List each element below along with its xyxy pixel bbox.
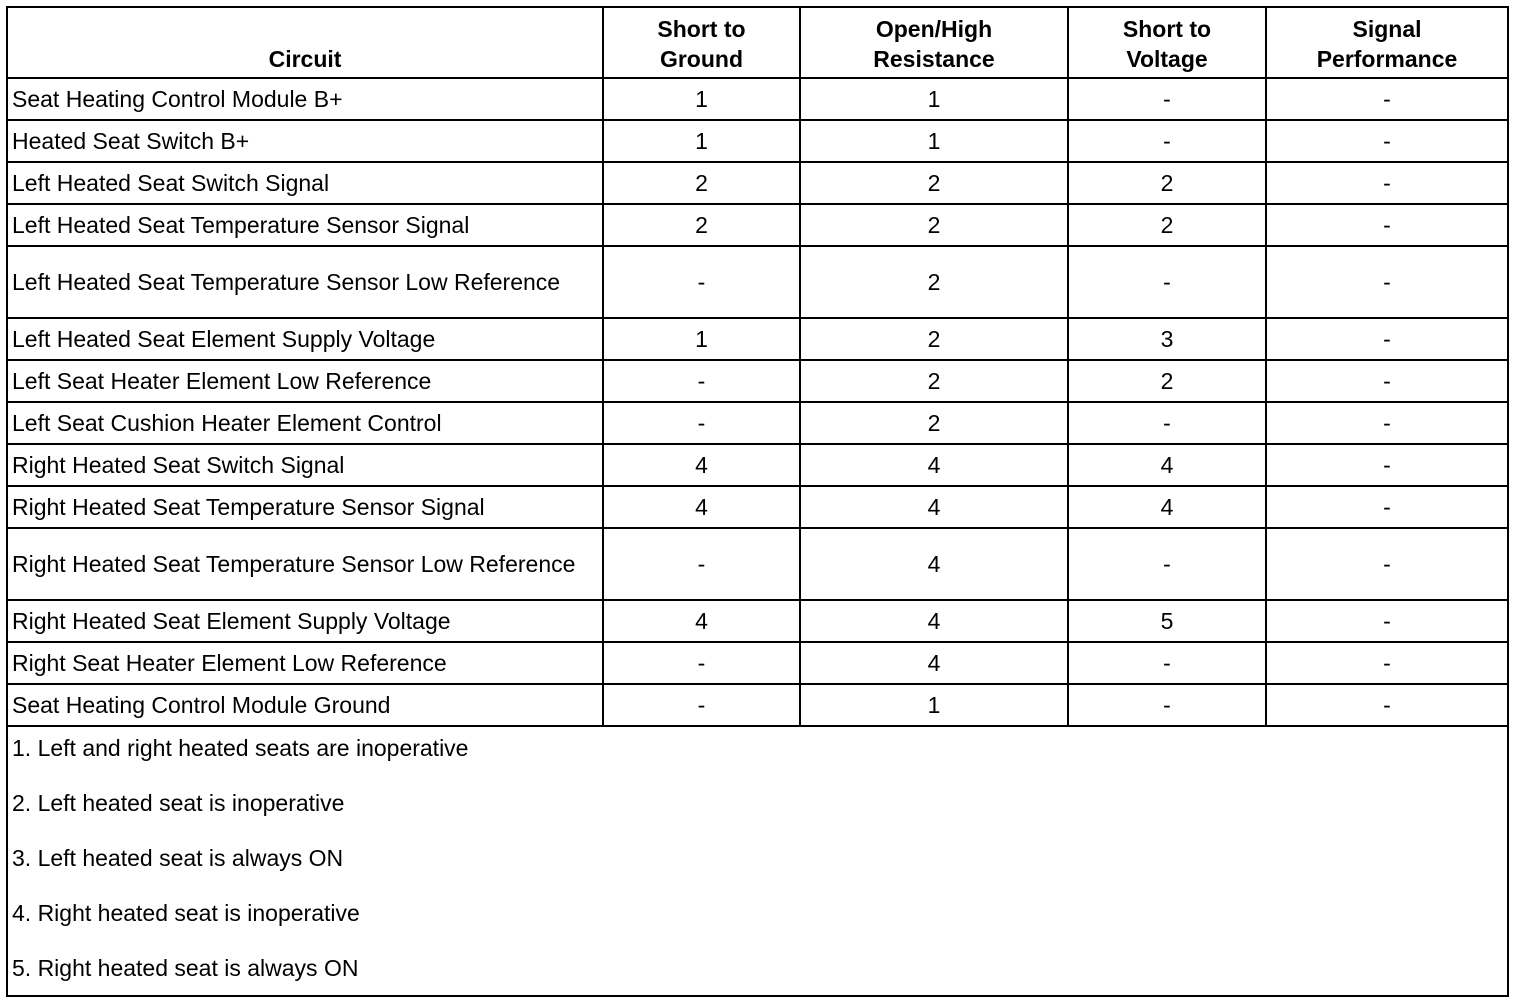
short-to-ground-cell: 2 bbox=[603, 204, 800, 246]
notes-row bbox=[8, 726, 1507, 1008]
short-to-ground-cell: 2 bbox=[603, 162, 800, 204]
short-to-voltage-cell: 2 bbox=[1068, 360, 1266, 402]
open-high-resistance-cell: 2 bbox=[800, 246, 1068, 318]
short-to-voltage-cell: - bbox=[1068, 684, 1266, 726]
circuit-name-cell: Heated Seat Switch B+ bbox=[8, 120, 603, 162]
circuit-name-cell: Seat Heating Control Module B+ bbox=[8, 78, 603, 120]
open-high-resistance-cell: 4 bbox=[800, 528, 1068, 600]
table-row bbox=[8, 600, 1507, 642]
short-to-voltage-cell: 4 bbox=[1068, 444, 1266, 486]
short-to-voltage-cell: 4 bbox=[1068, 486, 1266, 528]
open-high-resistance-cell: 2 bbox=[800, 360, 1068, 402]
short-to-ground-cell: 4 bbox=[603, 600, 800, 642]
short-to-voltage-cell: - bbox=[1068, 528, 1266, 600]
header-circuit-label: Circuit bbox=[268, 46, 342, 72]
short-to-ground-cell: 1 bbox=[603, 120, 800, 162]
circuit-name-cell: Left Heated Seat Temperature Sensor Signal bbox=[8, 204, 603, 246]
short-to-ground-cell: - bbox=[603, 402, 800, 444]
short-to-ground-cell: 4 bbox=[603, 486, 800, 528]
circuit-name-cell: Seat Heating Control Module Ground bbox=[8, 684, 603, 726]
open-high-resistance-cell: 4 bbox=[800, 600, 1068, 642]
signal-performance-cell: - bbox=[1266, 444, 1507, 486]
open-high-resistance-cell: 1 bbox=[800, 78, 1068, 120]
footnote: 2. Left heated seat is inoperative bbox=[12, 790, 345, 816]
header-signal-performance bbox=[1266, 8, 1507, 78]
circuit-name-cell: Left Heated Seat Temperature Sensor Low Reference bbox=[8, 246, 603, 318]
short-to-voltage-cell: 3 bbox=[1068, 318, 1266, 360]
short-to-voltage-cell: - bbox=[1068, 246, 1266, 318]
open-high-resistance-cell: 4 bbox=[800, 444, 1068, 486]
circuit-name-cell: Right Heated Seat Temperature Sensor Low Reference bbox=[8, 528, 603, 600]
short-to-voltage-cell: - bbox=[1068, 402, 1266, 444]
open-high-resistance-cell: 2 bbox=[800, 162, 1068, 204]
signal-performance-cell: - bbox=[1266, 528, 1507, 600]
short-to-ground-cell: - bbox=[603, 360, 800, 402]
table-row bbox=[8, 78, 1507, 120]
open-high-resistance-cell: 1 bbox=[800, 120, 1068, 162]
footnote: 5. Right heated seat is always ON bbox=[12, 955, 359, 981]
signal-performance-cell: - bbox=[1266, 684, 1507, 726]
open-high-resistance-cell: 1 bbox=[800, 684, 1068, 726]
circuit-name-cell: Right Heated Seat Element Supply Voltage bbox=[8, 600, 603, 642]
table-row bbox=[8, 402, 1507, 444]
short-to-voltage-cell: - bbox=[1068, 120, 1266, 162]
table-row bbox=[8, 444, 1507, 486]
header-short-to-ground-line-1: Short to bbox=[657, 16, 746, 42]
signal-performance-cell: - bbox=[1266, 318, 1507, 360]
short-to-ground-cell: - bbox=[603, 246, 800, 318]
signal-performance-cell: - bbox=[1266, 120, 1507, 162]
signal-performance-cell: - bbox=[1266, 246, 1507, 318]
header-short-to-voltage-line-1: Short to bbox=[1122, 16, 1212, 42]
signal-performance-cell: - bbox=[1266, 402, 1507, 444]
table-body bbox=[8, 78, 1507, 726]
short-to-ground-cell: - bbox=[603, 528, 800, 600]
notes-cell bbox=[8, 726, 1507, 1008]
header-open-high-resistance-line-1: Open/High bbox=[875, 16, 993, 42]
short-to-voltage-cell: - bbox=[1068, 78, 1266, 120]
circuit-name-cell: Left Heated Seat Switch Signal bbox=[8, 162, 603, 204]
short-to-ground-cell: - bbox=[603, 684, 800, 726]
open-high-resistance-cell: 2 bbox=[800, 204, 1068, 246]
table-row bbox=[8, 204, 1507, 246]
signal-performance-cell: - bbox=[1266, 162, 1507, 204]
table-row bbox=[8, 684, 1507, 726]
open-high-resistance-cell: 4 bbox=[800, 642, 1068, 684]
header-circuit bbox=[8, 8, 603, 78]
short-to-voltage-cell: 5 bbox=[1068, 600, 1266, 642]
circuit-name-cell: Left Seat Heater Element Low Reference bbox=[8, 360, 603, 402]
short-to-ground-cell: 1 bbox=[603, 318, 800, 360]
header-open-high-resistance-line-2: Resistance bbox=[873, 46, 995, 72]
header-short-to-ground-line-2: Ground bbox=[659, 46, 744, 72]
table-row bbox=[8, 528, 1507, 600]
circuit-name-cell: Left Seat Cushion Heater Element Control bbox=[8, 402, 603, 444]
short-to-voltage-cell: 2 bbox=[1068, 204, 1266, 246]
signal-performance-cell: - bbox=[1266, 600, 1507, 642]
short-to-ground-cell: 4 bbox=[603, 444, 800, 486]
header-row bbox=[8, 8, 1507, 78]
short-to-ground-cell: 1 bbox=[603, 78, 800, 120]
table-row bbox=[8, 486, 1507, 528]
table-row bbox=[8, 642, 1507, 684]
open-high-resistance-cell: 2 bbox=[800, 318, 1068, 360]
table-row bbox=[8, 162, 1507, 204]
header-signal-performance-line-1: Signal bbox=[1352, 16, 1422, 42]
header-signal-performance-line-2: Performance bbox=[1316, 46, 1458, 72]
footnote: 3. Left heated seat is always ON bbox=[12, 845, 344, 871]
footnote: 1. Left and right heated seats are inoperative bbox=[12, 735, 469, 761]
circuit-symptom-table bbox=[8, 8, 1507, 1008]
header-short-to-voltage bbox=[1068, 8, 1266, 78]
circuit-name-cell: Right Heated Seat Temperature Sensor Signal bbox=[8, 486, 603, 528]
table-row bbox=[8, 120, 1507, 162]
circuit-name-cell: Right Seat Heater Element Low Reference bbox=[8, 642, 603, 684]
signal-performance-cell: - bbox=[1266, 360, 1507, 402]
short-to-voltage-cell: 2 bbox=[1068, 162, 1266, 204]
header-short-to-voltage-line-2: Voltage bbox=[1126, 46, 1208, 72]
circuit-name-cell: Right Heated Seat Switch Signal bbox=[8, 444, 603, 486]
signal-performance-cell: - bbox=[1266, 642, 1507, 684]
table-row bbox=[8, 360, 1507, 402]
table-row bbox=[8, 318, 1507, 360]
circuit-symptom-table-frame bbox=[6, 6, 1509, 997]
signal-performance-cell: - bbox=[1266, 78, 1507, 120]
short-to-ground-cell: - bbox=[603, 642, 800, 684]
circuit-name-cell: Left Heated Seat Element Supply Voltage bbox=[8, 318, 603, 360]
open-high-resistance-cell: 2 bbox=[800, 402, 1068, 444]
footnote: 4. Right heated seat is inoperative bbox=[12, 900, 360, 926]
header-open-high-resistance bbox=[800, 8, 1068, 78]
signal-performance-cell: - bbox=[1266, 486, 1507, 528]
open-high-resistance-cell: 4 bbox=[800, 486, 1068, 528]
short-to-voltage-cell: - bbox=[1068, 642, 1266, 684]
table-row bbox=[8, 246, 1507, 318]
signal-performance-cell: - bbox=[1266, 204, 1507, 246]
header-short-to-ground bbox=[603, 8, 800, 78]
